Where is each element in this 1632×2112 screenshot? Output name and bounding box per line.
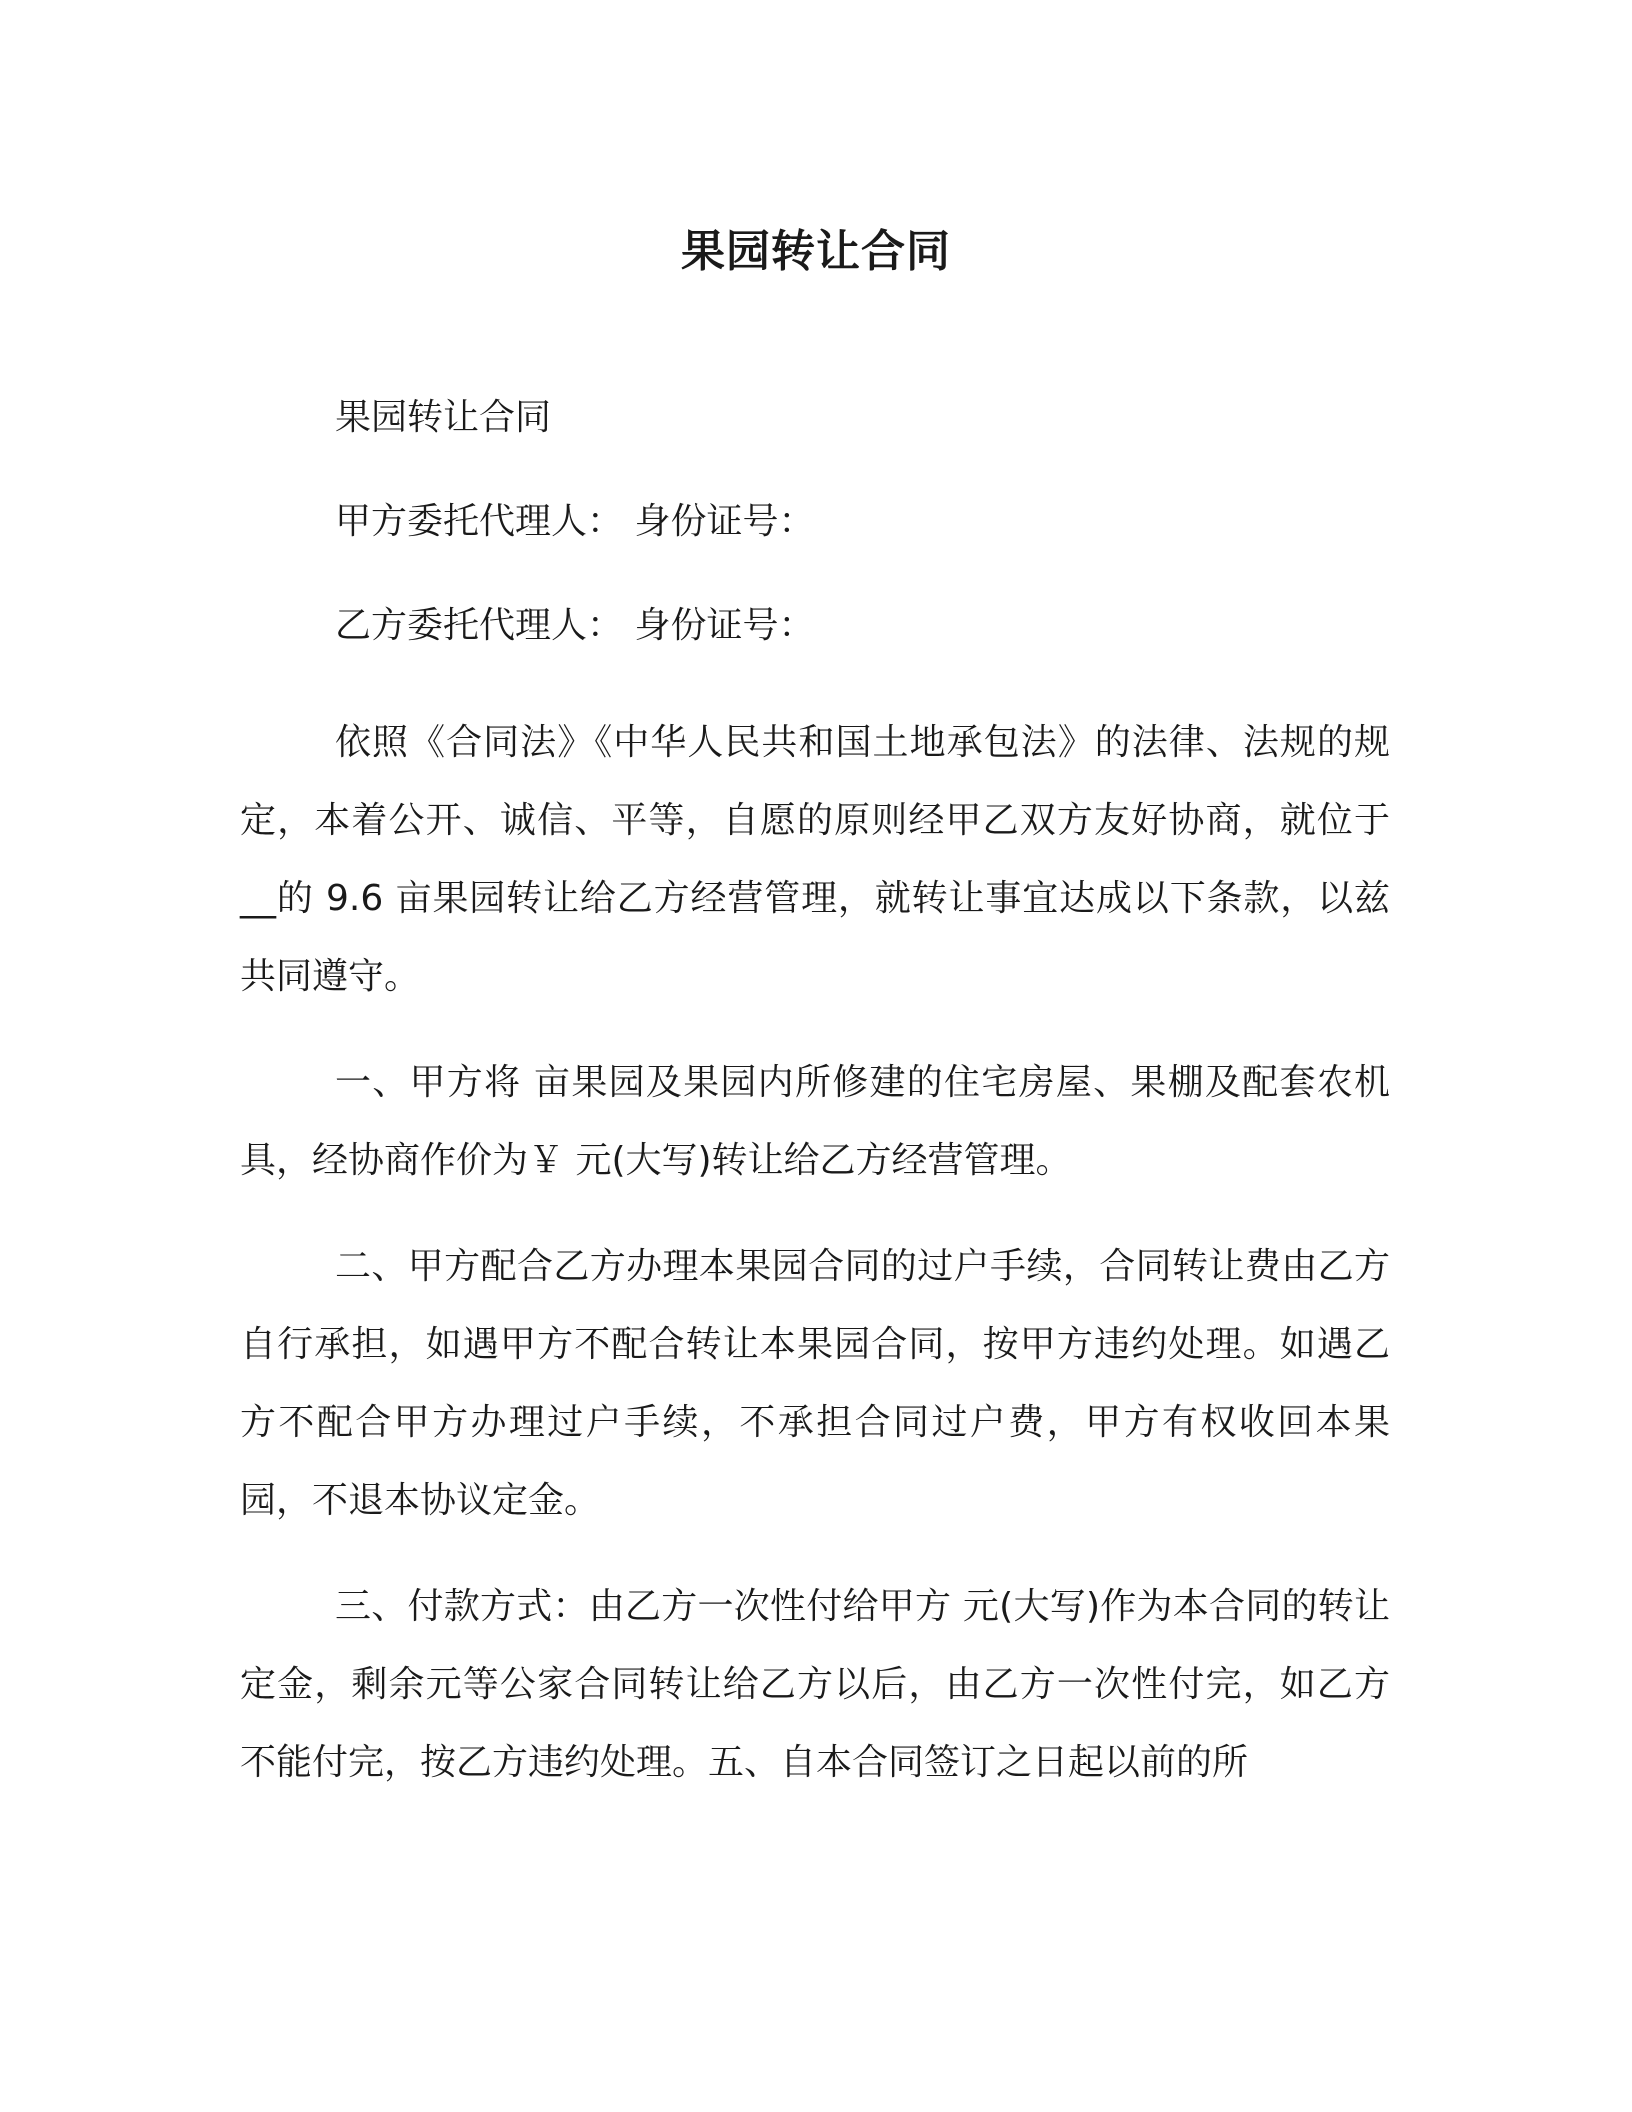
party-b-agent-line: 乙方委托代理人： 身份证号： <box>335 605 815 646</box>
clause-2-paragraph: 二、甲方配合乙方办理本果园合同的过户手续，合同转让费由乙方自行承担，如遇甲方不配合转让本果园合同，按甲方违约处理。如遇乙方不配合甲方办理过户手续，不承担合同过户费，甲方有权收回本果园，不退本协议定金。 <box>240 1246 1390 1521</box>
clause-3-paragraph: 三、付款方式：由乙方一次性付给甲方 元(大写)作为本合同的转让定金，剩余元等公家合同转让给乙方以后，由乙方一次性付完，如乙方不能付完，按乙方违约处理。五、自本合同签订之日起以前的所 <box>240 1586 1390 1783</box>
document-body <box>240 392 1390 1830</box>
party-a-agent-line: 甲方委托代理人： 身份证号： <box>335 501 815 542</box>
document-title: 果园转让合同 <box>681 226 951 277</box>
document-subtitle: 果园转让合同 <box>335 397 552 438</box>
clause-1-paragraph: 一、甲方将 亩果园及果园内所修建的住宅房屋、果棚及配套农机具，经协商作价为￥ 元(大写)转让给乙方经营管理。 <box>240 1062 1390 1181</box>
preamble-paragraph: 依照《合同法》《中华人民共和国土地承包法》的法律、法规的规定，本着公开、诚信、平等，自愿的原则经甲乙双方友好协商，就位于__的 9.6 亩果园转让给乙方经营管理，就转让事宜达成以下条款，以兹共同遵守。 <box>240 722 1390 997</box>
